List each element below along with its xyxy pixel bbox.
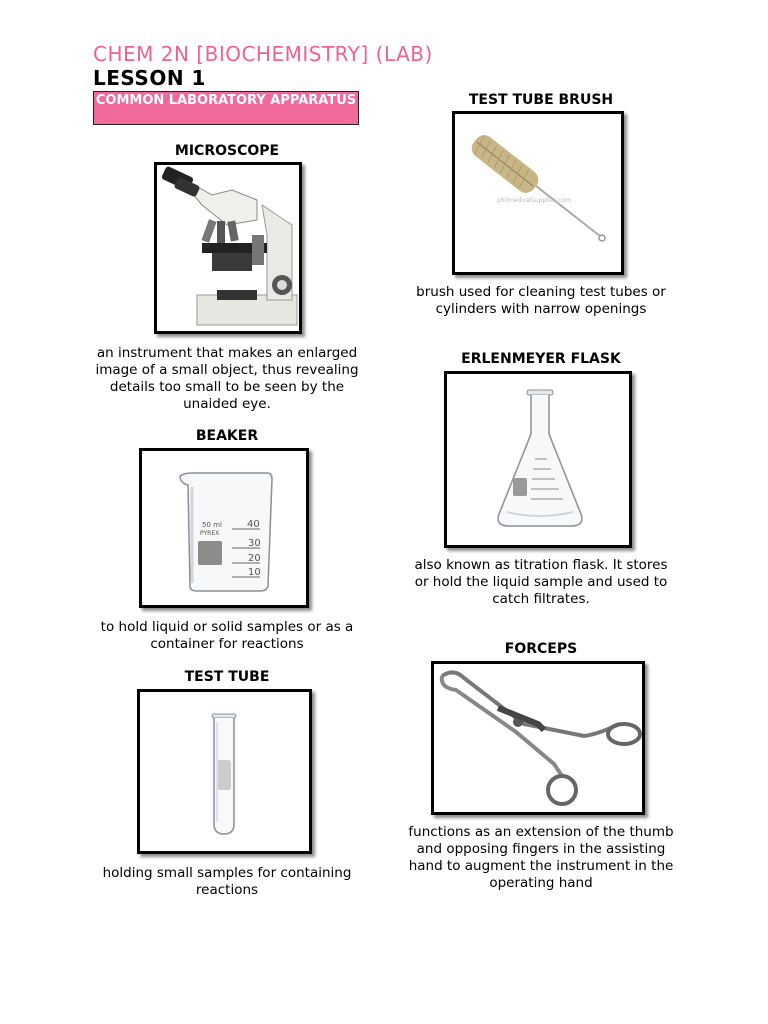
beaker-description: to hold liquid or solid samples or as a container for reactions [100, 619, 354, 652]
beaker-illustration [142, 451, 306, 605]
course-title: CHEM 2N [BIOCHEMISTRY] (LAB) [93, 42, 433, 66]
beaker-image [139, 448, 309, 608]
test-tube-brush-heading: TEST TUBE BRUSH [468, 92, 614, 108]
microscope-heading: MICROSCOPE [174, 143, 280, 159]
erlenmeyer-flask-illustration [447, 374, 629, 545]
section-banner: COMMON LABORATORY APPARATUS [93, 91, 359, 125]
forceps-image [431, 661, 645, 815]
test-tube-brush-description: brush used for cleaning test tubes or cylinders with narrow openings [416, 284, 666, 317]
erlenmeyer-flask-description: also known as titration flask. It stores or hold the liquid sample and used to catch filtrates. [414, 557, 668, 607]
lesson-title: LESSON 1 [93, 66, 206, 90]
test-tube-heading: TEST TUBE [184, 669, 270, 685]
beaker-marking-10: 10 [248, 567, 261, 578]
test-tube-image [137, 689, 312, 854]
test-tube-brush-image [452, 111, 624, 275]
test-tube-brush-illustration [455, 114, 621, 272]
beaker-marking-40: 40 [247, 519, 260, 530]
microscope-illustration [157, 165, 299, 331]
test-tube-illustration [140, 692, 309, 851]
forceps-illustration [434, 664, 642, 812]
beaker-marking-20: 20 [248, 553, 261, 564]
beaker-marking-volume: 50 ml [202, 521, 222, 529]
forceps-description: functions as an extension of the thumb and opposing fingers in the assisting hand to augment the instrument in the operating hand [408, 824, 674, 891]
beaker-marking-brand: PYREX [200, 530, 220, 537]
microscope-description: an instrument that makes an enlarged image of a small object, thus revealing details too small to be seen by the unaided eye. [95, 345, 359, 412]
forceps-heading: FORCEPS [504, 641, 578, 657]
test-tube-description: holding small samples for containing reactions [102, 865, 352, 898]
brush-watermark: philmedicalsupplies.com [497, 197, 572, 204]
beaker-heading: BEAKER [195, 428, 259, 444]
microscope-image [154, 162, 302, 334]
erlenmeyer-flask-image [444, 371, 632, 548]
beaker-marking-30: 30 [248, 538, 261, 549]
erlenmeyer-flask-heading: ERLENMEYER FLASK [461, 351, 621, 367]
